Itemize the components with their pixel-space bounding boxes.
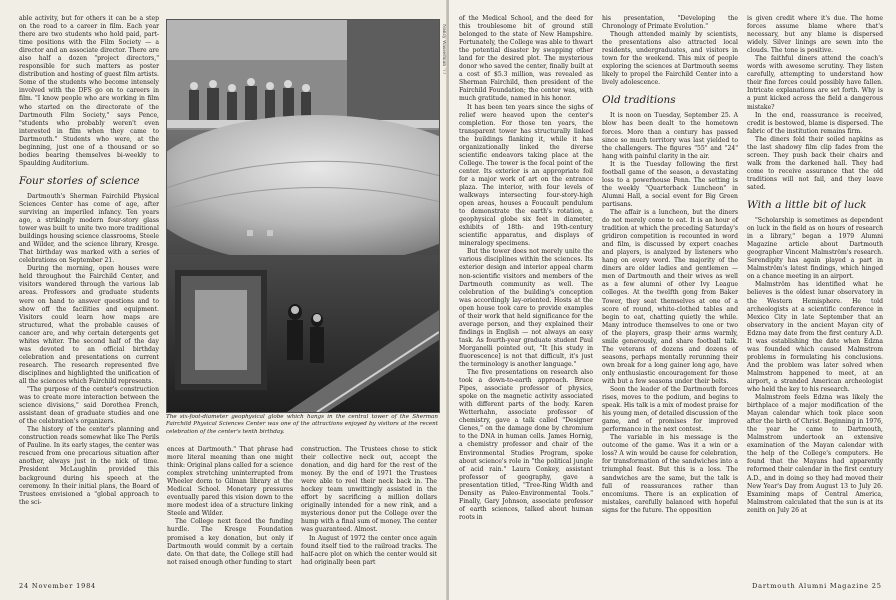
left-page bbox=[0, 0, 447, 600]
paragraph: The five presentations on research also took a down-to-earth approach. Bruce Pipes, associate professor of physics, spoke on the magnetic activity associated with different parts of the body. Karen Wetterhahn, associate professor of chemistry, gave a talk called "Designer Genes," on the damage done by chromium to the DNA in human cells. James Hornig, a chemistry professor and chair of the Environmental Studies Program, spoke about science's role in "the political jungle of acid rain." Laura Conkey, assistant professor of geography, gave a presentation titled, "Tree-Ring Width and Density as Paleo-Environmental Tools." Finally, Gary Johnson, associate professor of earth sciences, talked about human roots in bbox=[459, 369, 593, 521]
paragraph: ences at Dartmouth." That phrase had more literal meaning than one might think: Original plans called for a science complex stretching uninterrupted from Wheeler dorm to Gilman library at the Medical School. Monetary pressures eventually pared this vision down to the more modest idea of a structure linking Steele and Wilder. bbox=[167, 446, 293, 518]
page-number-right: Dartmouth Alumni Magazine 25 bbox=[752, 582, 882, 590]
paragraph: Malmström has identified what he believes is the oldest lunar observatory in the Western Hemisphere. He told archeologists at a scientific conference in Mexico City in late September that an observatory in the ancient Mayan city of Edzna may date from the first century A.D. It was establishing the date when Edzna was founded which caused Malmstrom problems in formulating his conclusions. And the problem was later solved when Malmstrom happened to meet, at an airport, a stranded American archeologist who held the key to his research. bbox=[747, 281, 883, 394]
globe-photo bbox=[166, 19, 440, 413]
right-page bbox=[449, 0, 896, 600]
left-column-2 bbox=[167, 446, 293, 567]
paragraph: It has been ten years since the sighs of relief were heaved upon the center's completion. For those ten years, the transparent tower has structurally linked the buildings flanking it, while it has organizationally linked the diverse scientific endeavors taking place at the College. The tower is the focal point of the center. Its exterior is an appropriate foil for a major work of art on the entrance plaza. The interior, with four levels of walkways intersecting four-story-high open areas, houses a Foucault pendulum to demonstrate the earth's rotation, a geophysical globe six feet in diameter, exhibits of 18th- and 19th-century scientific apparatus, and displays of mineralogy specimens. bbox=[459, 103, 593, 248]
section-heading: Four stories of science bbox=[19, 174, 140, 187]
paragraph: The diners fold their soiled napkins as the last shadowy film clip fades from the screen. They push back their chairs and walk from the darkened hall. They had come to receive assurance that the old traditions will not fail, and they leave sated. bbox=[747, 135, 883, 191]
paragraph: The College next faced the funding hurdle. The Kresge Foundation promised a key donation, but only if Dartmouth would commit by a certain date. On that date, the College still had not raised enough other funding to start bbox=[167, 518, 293, 566]
paragraph: is given credit where it's due. The home forces assume blame where that's necessary, but any blame is dispersed widely. Silver linings are sewn into the clouds. The tone is positive. bbox=[747, 15, 883, 55]
paragraph: The affair is a luncheon, but the diners do not merely come to eat. It is an hour of tradition at which the preceding Saturday's gridiron competition is recounted in word and film, is discussed by expert coaches and players, is analyzed by listeners who hang on every word. The majority of the diners are older ladies and gentlemen — men of Dartmouth and their wives as well as a few alumni of other Ivy League colleges. At the twelfth gong from Baker Tower, they seat themselves at one of a score of round, white-clothed tables and begin to eat, chatting quietly the while. Many introduce themselves to one or two of the players, grasp their arms warmly, smile generously, and share football talk. The veterans of dozens and dozens of seasons, perhaps mentally rerunning their own break for a long gainer long ago, have only enthusiastic encouragement for those with but a few seasons under their belts. bbox=[602, 208, 738, 385]
section-heading: Old traditions bbox=[602, 94, 676, 107]
right-column-3 bbox=[747, 15, 883, 515]
page-number-left: 24 November 1984 bbox=[19, 582, 97, 590]
paragraph: The faithful diners attend the coach's words with awesome scrutiny. They listen carefully, attempting to understand how their fine forces could possibly have fallen. Intricate explanations are set forth. Why is a punt kicked across the field a dangerous mistake? bbox=[747, 55, 883, 111]
photo-caption: The six-foot-diameter geophysical globe which hangs in the central tower of the Sherman Fairchild Physical Sciences Center was one of the attractions enjoyed by visitors at the recent celebration of the center's tenth birthday. bbox=[166, 414, 438, 435]
paragraph: his presentation, "Developing the Chronology of Primate Evolution." bbox=[602, 15, 738, 31]
paragraph: able activity, but for others it can be a step on the road to a career in film. Each year there are two students who hold paid, part-time positions with the Film Society — a director and an associate director. There are also half a dozen "project directors," responsible for such matters as poster distribution and hosting of guest film artists. Some of the students who become intensely involved with the DFS go on to careers in film. "I know people who are working in film who started on the directorate of the Dartmouth Film Society," says Pence, "students who probably weren't even interested in film when they came to Dartmouth." Students who were, at the beginning, just one of a thousand or so bodies bearing themselves bi-weekly to Spaulding Auditorium. bbox=[19, 15, 159, 167]
paragraph: Dartmouth's Sherman Fairchild Physical Sciences Center has come of age, after surviving an imperiled infancy. Ten years ago, a strikingly modern four-story glass tower was built to unite two more traditional buildings housing science classrooms, Steele and Wilder, and the science library, Kresge. That birthday was marked with a series of celebrations on September 21. bbox=[19, 192, 159, 265]
right-column-1 bbox=[459, 15, 593, 522]
paragraph: Malmstrom feels Edzna was likely the birthplace of a major modification of the Mayan calendar which took place soon after the birth of Christ. Beginning in 1976, the year he came to Dartmouth, Malmstrom undertook an extensive examination of the Mayan calendar with the help of the College's computers. He found that the Mayans had apparently reformed their calendar in the first century A.D., and in doing so they had moved their New Year's Day from August 13 to July 26. Examining maps of Central America, Malmstrom calculated that the sun is at its zenith on July 26 at bbox=[747, 394, 883, 514]
left-column-3 bbox=[301, 446, 437, 567]
left-column-1 bbox=[19, 15, 159, 507]
right-column-2 bbox=[602, 15, 738, 515]
paragraph: But the tower does not merely unite the various disciplines within the sciences. Its exterior design and interior appeal charm non-scientific visitors and members of the Dartmouth community as well. The celebration of the building's conception was accordingly lay-oriented. Hosts at the open house took care to provide examples of their work that held significance for the average person, and they explained their findings in English — not always an easy task. As fourth-year graduate student Paul Morganelli pointed out, "It [his study in fluorescence] is not that difficult, it's just the terminology is another language." bbox=[459, 248, 593, 369]
paragraph: of the Medical School, and the deed for this troublesome bit of ground still belonged to the state of New Hampshire. Fortunately, the College was able to thwart the potential disaster by swapping other land for the desired plot. The mysterious donor who saved the center, finally built at a cost of $5.3 million, was revealed as Sherman Fairchild, then president of the Fairchild Foundation; the center was, with much gratitude, named in his honor. bbox=[459, 15, 593, 103]
paragraph: In the end, reassurance is received, credit is bestowed, blame is dispersed. The fabric of the institution remains firm. bbox=[747, 111, 883, 135]
paragraph: Soon the leader of the Dartmouth forces rises, moves to the podium, and begins to speak. His talk is a mix of modest praise for his young men, of detailed discussion of the game, and of promises for improved performance in the next contest. bbox=[602, 386, 738, 434]
paragraph: The history of the center's planning and construction reads somewhat like The Perils of Pauline. In its early stages, the center was rescued from one precarious situation after another, always just in the nick of time. President McLaughlin provided this background during his speech at the ceremony. In their initial plans, the Board of Trustees envisioned a "global approach to the sci- bbox=[19, 426, 159, 506]
paragraph: "The purpose of the center's construction was to create more interaction between the science divisions," said Dorothea French, assistant dean of graduate studies and one of the celebration's organizers. bbox=[19, 386, 159, 426]
photo-illustration bbox=[167, 20, 439, 412]
paragraph: In August of 1972 the center once again found itself tied to the railroad tracks. The half-acre plot on which the center would sit had originally been part bbox=[301, 534, 437, 566]
paragraph: construction. The Trustees chose to stick their collective neck out, accept the donation, and dig hard for the rest of the money. By the end of 1971 the Trustees were able to reel their neck back in. The hockey team unwittingly assisted in the effort by sacrificing a million dollars originally intended for a new rink, and a mysterious donor put the College over the hump with a final sum of money. The center was guaranteed. Almost. bbox=[301, 446, 437, 534]
paragraph: It is the Tuesday following the first football game of the season, a devastating loss to a powerhouse Penn. The setting is the weekly "Quarterback Luncheon" in Alumni Hall, a social event for Big Green partisans. bbox=[602, 160, 738, 208]
paragraph: The variable in his message is the outcome of the game. Was it a win or a loss? A win would be cause for celebration, for transformation of the sandwiches into a triumphal feast. But this is a loss. The sandwiches are the same, but the talk is full of reassurances rather than encomiums. There is an explication of mistakes, carefully balanced with hopeful signs for the future. The opposition bbox=[602, 434, 738, 514]
paragraph: It is noon on Tuesday, September 25. A blow has been dealt to the hometown forces. More than a century has passed since so much territory was last yielded to the challengers. The figures "55" and "24" hang with painful clarity in the air. bbox=[602, 112, 738, 160]
paragraph: Though attended mainly by scientists, the presentations also attracted local residents, undergraduates, and visitors in town for the weekend. This mix of people exploring the sciences at Dartmouth seems likely to propel the Fairchild Center into a lively adolescence. bbox=[602, 31, 738, 87]
photo-credit: Nancy Wasserman '77 bbox=[441, 24, 446, 75]
section-heading: With a little bit of luck bbox=[747, 199, 867, 212]
paragraph: "Scholarship is sometimes as dependent on luck in the field as on hours of research in a library," began a 1979 Alumni Magazine article about Dartmouth geographer Vincent Malmström's research. Serendipity has again played a part in Malmström's latest findings, which hinged on a chance meeting in an airport. bbox=[747, 217, 883, 281]
paragraph: During the morning, open houses were held throughout the Fairchild Center, and visitors wandered through the various lab areas. Professors and graduate students were on hand to answer questions and to show off the facilities and equipment. Visitors could learn how maps are structured, what the probable causes of cancer are, and why certain detergents get whites whiter. The second half of the day was devoted to an official birthday celebration and presentations on current research. The research represented five disciplines and highlighted the unification of all the sciences which Fairchild represents. bbox=[19, 265, 159, 385]
